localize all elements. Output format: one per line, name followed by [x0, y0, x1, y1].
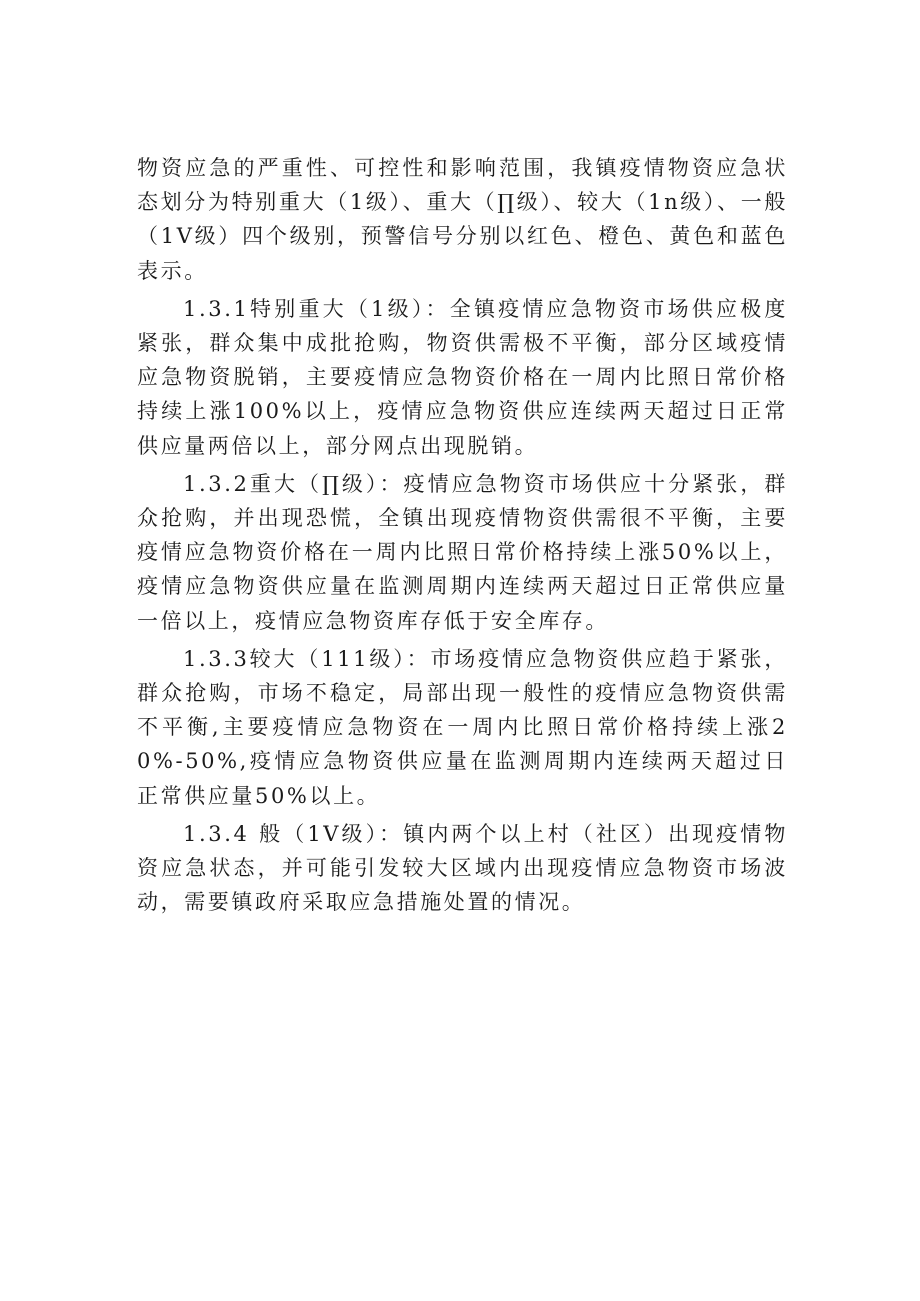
paragraph-classification-intro: 物资应急的严重性、可控性和影响范围，我镇疫情物资应急状态划分为特别重大（1级）、重大（∏级）、较大（1n级）、一般（1V级）四个级别，预警信号分别以红色、橙色、黄色和蓝色表示。 [137, 156, 788, 283]
paragraph-level-2-major: 1.3.2重大（∏级）：疫情应急物资市场供应十分紧张，群众抢购，并出现恐慌，全镇出现疫情物资供需很不平衡，主要疫情应急物资价格在一周内比照日常价格持续上涨50%以上，疫情应急物资供应量在监测周期内连续两天超过日正常供应量一倍以上，疫情应急物资库存低于安全库存。 [137, 471, 788, 633]
paragraph-level-4-general: 1.3.4 般（1V级）：镇内两个以上村（社区）出现疫情物资应急状态，并可能引发较大区域内出现疫情应急物资市场波动，需要镇政府采取应急措施处置的情况。 [137, 821, 788, 915]
document-body [137, 151, 788, 919]
paragraph-level-3-relatively-large: 1.3.3较大（111级）：市场疫情应急物资供应趋于紧张，群众抢购，市场不稳定，局部出现一般性的疫情应急物资供需不平衡,主要疫情应急物资在一周内比照日常价格持续上涨20%-50%,疫情应急物资供应量在监测周期内连续两天超过日正常供应量50%以上。 [137, 646, 788, 808]
paragraph-level-1-especially-major: 1.3.1特别重大（1级）：全镇疫情应急物资市场供应极度紧张，群众集中成批抢购，物资供需极不平衡，部分区域疫情应急物资脱销，主要疫情应急物资价格在一周内比照日常价格持续上涨100%以上，疫情应急物资供应连续两天超过日正常供应量两倍以上，部分网点出现脱销。 [137, 296, 788, 458]
